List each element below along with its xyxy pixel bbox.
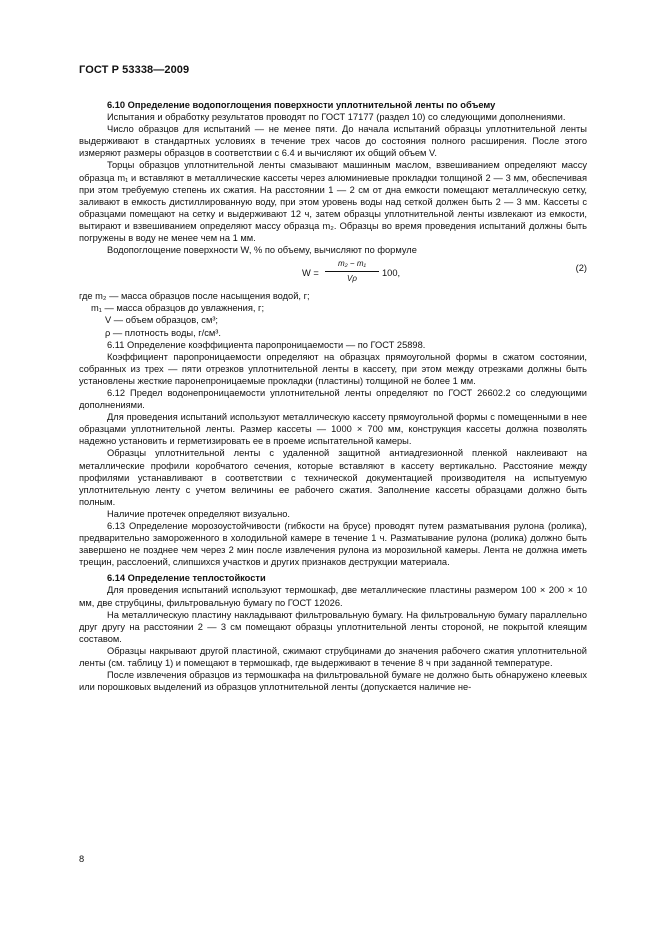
- paragraph: Для проведения испытаний используют металлическую кассету прямоугольной формы с помещенными в нее образцами уплотнительной ленты. Размер кассеты — 1000 × 700 мм, конструкция кассеты должна позволять надежно установить и герметизировать ее в проеме испытательной камеры.: [79, 412, 587, 447]
- legend-item: ρ — плотность воды, г/см³.: [105, 327, 221, 338]
- formula-fraction: [325, 258, 379, 285]
- paragraph: Образцы накрывают другой пластиной, сжимают струбцинами до значения рабочего сжатия уплотнительной ленты (см. таблицу 1) и помещают в термошкаф, где выдерживают в течение 8 ч при заданной температуре.: [79, 645, 587, 669]
- formula-factor: 100,: [382, 268, 401, 279]
- page-number: 8: [79, 854, 85, 864]
- formula-denominator: Vρ: [347, 274, 357, 284]
- paragraph: После извлечения образцов из термошкафа на фильтровальной бумаге не должно быть обнаружено клеевых или порошковых выделений из образцов уплотнительной ленты (допускается наличие не-: [79, 670, 587, 693]
- legend-item: где m₂ — масса образцов после насыщения водой, г;: [79, 291, 310, 302]
- paragraph: Коэффициент паропроницаемости определяют на образцах прямоугольной формы в сжатом состоянии, собранных из трех — пяти отрезков уплотнительной ленты в кассету, при этом между отрезками должны быть установлены жесткие паронепроницаемые прокладки (пластины) толщиной не более 1 мм.: [79, 351, 587, 386]
- formula-numerator: m₂ − m₁: [325, 258, 379, 272]
- paragraph: Наличие протечек определяют визуально.: [107, 508, 291, 519]
- paragraph: Для проведения испытаний используют термошкаф, две металлические пластины размером 100 × 200 × 10 мм, две струбцины, фильтровальную бумагу по ГОСТ 12026.: [79, 585, 587, 608]
- standard-header: ГОСТ Р 53338—2009: [79, 64, 190, 76]
- section-6-11-heading: 6.11 Определение коэффициента паропроницаемости — по ГОСТ 25898.: [107, 339, 426, 350]
- formula-number: (2): [575, 263, 587, 274]
- paragraph: Водопоглощение поверхности W, % по объему, вычисляют по формуле: [107, 245, 417, 256]
- section-6-13-heading: 6.13 Определение морозоустойчивости (гибкости на брусе) проводят путем разматывания рулона (ролика), предварительно замороженного в холодильной камере в течение 1 ч. Разматывание рулона (ролика) должно быть завершено не позднее чем через 2 мин после извлечения рулона из морозильной камеры. Лента не должна иметь трещин, расслоений, слипшихся участков и других признаков деструкции материала.: [79, 521, 587, 568]
- formula-lhs: W =: [302, 268, 319, 279]
- legend-item: V — объем образцов, см³;: [105, 315, 219, 326]
- section-6-14-heading: 6.14 Определение теплостойкости: [107, 573, 266, 584]
- paragraph: Число образцов для испытаний — не менее пяти. До начала испытаний образцы уплотнительной ленты выдерживают в стандартных условиях в течение трех часов до состояния полного расширения. После этого измеряют размеры образцов в соответствии с 6.4 и вычисляют их общий объем V.: [79, 124, 587, 159]
- document-body: [79, 99, 587, 693]
- formula-legend: [79, 290, 587, 338]
- formula-2: [79, 258, 587, 288]
- legend-item: m₁ — масса образцов до увлажнения, г;: [91, 303, 265, 314]
- paragraph: Образцы уплотнительной ленты с удаленной защитной антиадгезионной пленкой наклеивают на металлические профили коробчатого сечения, которые вставляют в кассету вертикально. Расстояние между профилями устанавливают в соответствии с технической документацией производителя на испытуемую уплотнительную ленту с учетом величины ее рабочего сжатия. Заполнение кассеты образцами должно быть полным.: [79, 448, 587, 507]
- section-6-10-heading: 6.10 Определение водопоглощения поверхности уплотнительной ленты по объему: [107, 100, 496, 110]
- paragraph: Торцы образцов уплотнительной ленты смазывают машинным маслом, взвешиванием определяют массу образца m₁ и вставляют в металлические кассеты через алюминиевые прокладки толщиной 2 — 3 мм, обеспечивая при этом требуемую степень их сжатия. На расстоянии 1 — 2 см от дна емкости помещают металлическую сетку, заливают в емкость дистиллированную воду, при этом уровень воды над сеткой должен быть 2 — 3 мм. Кассеты с образцами помещают на сетку и выдерживают 12 ч, затем образцы уплотнительной ленты извлекают из емкости, вытирают и взвешиванием определяют массу образца m₂. Образцы во время проведения испытаний должны быть погружены в воду не менее чем на 1 мм.: [79, 160, 587, 244]
- paragraph: На металлическую пластину накладывают фильтровальную бумагу. На фильтровальную бумагу параллельно друг другу на расстоянии 2 — 3 см помещают образцы уплотнительной ленты стороной, не покрытой клеящим составом.: [79, 609, 587, 644]
- section-6-12-heading: 6.12 Предел водонепроницаемости уплотнительной ленты определяют по ГОСТ 26602.2 со следующими дополнениями.: [79, 387, 587, 411]
- paragraph: Испытания и обработку результатов проводят по ГОСТ 17177 (раздел 10) со следующими дополнениями.: [107, 112, 566, 123]
